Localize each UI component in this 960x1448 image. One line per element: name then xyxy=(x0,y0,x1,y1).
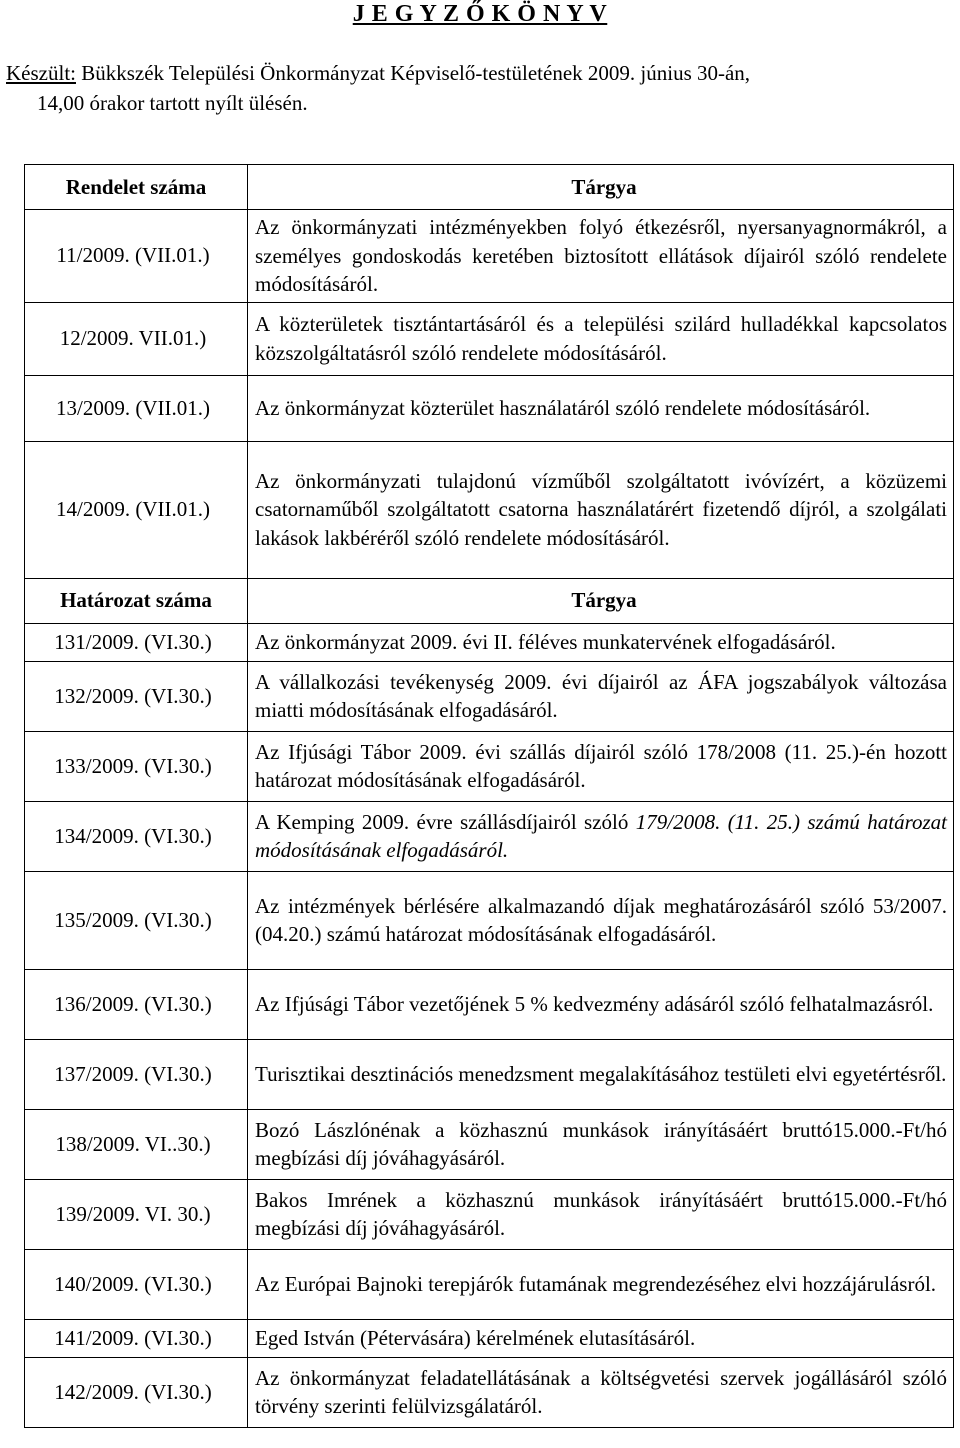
rendelet-subject: A közterületek tisztántartásáról és a települési szilárd hulladékkal kapcsolatos közszolgáltatásról szóló rendelete módosításáról. xyxy=(248,302,954,375)
rendelet-subject: Az önkormányzat közterület használatáról szóló rendelete módosításáról. xyxy=(248,375,954,441)
table-row xyxy=(25,731,954,801)
table-row xyxy=(25,1357,954,1427)
decisions-table xyxy=(24,164,954,1428)
hatarozat-number: 139/2009. VI. 30.) xyxy=(25,1179,248,1249)
hatarozat-number: 135/2009. (VI.30.) xyxy=(25,871,248,969)
table-row xyxy=(25,801,954,871)
table-row xyxy=(25,969,954,1039)
hatarozat-subject: Turisztikai desztinációs menedzsment megalakításához testületi elvi egyetértésről. xyxy=(248,1039,954,1109)
hatarozat-header-row xyxy=(25,578,954,623)
hatarozat-subject-italic: 179/2008. (11. 25.) számú határozat módosításának elfogadásáról. xyxy=(255,809,947,862)
hatarozat-subject: Az Ifjúsági Tábor 2009. évi szállás díjairól szóló 178/2008 (11. 25.)-én hozott határozat módosításának elfogadásáról. xyxy=(248,731,954,801)
table-row xyxy=(25,623,954,661)
table-row xyxy=(25,1039,954,1109)
hatarozat-subject: Az Európai Bajnoki terepjárók futamának megrendezéséhez elvi hozzájárulásról. xyxy=(248,1249,954,1319)
intro-paragraph xyxy=(6,58,946,118)
rendelet-subject-header: Tárgya xyxy=(248,165,954,210)
hatarozat-subject: Az intézmények bérlésére alkalmazandó díjak meghatározásáról szóló 53/2007. (04.20.) számú határozat módosításának elfogadásáról. xyxy=(248,871,954,969)
intro-line1: Bükkszék Települési Önkormányzat Képviselő-testületének 2009. június 30-án, xyxy=(75,61,751,85)
hatarozat-subject: A vállalkozási tevékenység 2009. évi díjairól az ÁFA jogszabályok változása miatti módosításának elfogadásáról. xyxy=(248,661,954,731)
hatarozat-subject xyxy=(248,801,954,871)
rendelet-number: 12/2009. VII.01.) xyxy=(25,302,248,375)
rendelet-number: 13/2009. (VII.01.) xyxy=(25,375,248,441)
table-row xyxy=(25,871,954,969)
rendelet-number-header: Rendelet száma xyxy=(25,165,248,210)
hatarozat-subject-header: Tárgya xyxy=(248,578,954,623)
document-title: J E G Y Z Ő K Ö N Y V xyxy=(352,1,608,27)
hatarozat-subject-normal: A Kemping 2009. évre szállásdíjairól szóló xyxy=(255,809,636,834)
made-label: Készült: xyxy=(6,61,76,85)
rendelet-subject: Az önkormányzati tulajdonú vízműből szolgáltatott ivóvízért, a közüzemi csatornaműből szolgáltatott csatorna használatárért fizetendő díjról, a szolgálati lakások lakbéréről szóló rendelete módosításáról. xyxy=(248,441,954,578)
table-row xyxy=(25,1319,954,1357)
rendelet-header-row xyxy=(25,165,954,210)
table-row xyxy=(25,210,954,303)
table-row xyxy=(25,1249,954,1319)
hatarozat-number: 134/2009. (VI.30.) xyxy=(25,801,248,871)
hatarozat-subject: Bozó Lászlónénak a közhasznú munkások irányításáért bruttó15.000.-Ft/hó megbízási díj jóváhagyásáról. xyxy=(248,1109,954,1179)
hatarozat-number: 140/2009. (VI.30.) xyxy=(25,1249,248,1319)
intro-line2: 14,00 órakor tartott nyílt ülésén. xyxy=(37,91,308,115)
table-row xyxy=(25,1179,954,1249)
hatarozat-subject: Az Ifjúsági Tábor vezetőjének 5 % kedvezmény adásáról szóló felhatalmazásról. xyxy=(248,969,954,1039)
hatarozat-number: 132/2009. (VI.30.) xyxy=(25,661,248,731)
table-row xyxy=(25,302,954,375)
table-row xyxy=(25,375,954,441)
hatarozat-number: 136/2009. (VI.30.) xyxy=(25,969,248,1039)
hatarozat-number: 141/2009. (VI.30.) xyxy=(25,1319,248,1357)
hatarozat-subject: Az önkormányzat feladatellátásának a költségvetési szervek jogállásáról szóló törvény szerinti felülvizsgálatáról. xyxy=(248,1357,954,1427)
hatarozat-number: 142/2009. (VI.30.) xyxy=(25,1357,248,1427)
hatarozat-number: 131/2009. (VI.30.) xyxy=(25,623,248,661)
hatarozat-number: 137/2009. (VI.30.) xyxy=(25,1039,248,1109)
hatarozat-number: 133/2009. (VI.30.) xyxy=(25,731,248,801)
hatarozat-number: 138/2009. VI..30.) xyxy=(25,1109,248,1179)
rendelet-number: 14/2009. (VII.01.) xyxy=(25,441,248,578)
rendelet-number: 11/2009. (VII.01.) xyxy=(25,210,248,303)
hatarozat-subject: Bakos Imrének a közhasznú munkások irányításáért bruttó15.000.-Ft/hó megbízási díj jóváhagyásáról. xyxy=(248,1179,954,1249)
rendelet-subject: Az önkormányzati intézményekben folyó étkezésről, nyersanyagnormákról, a személyes gondoskodás keretében biztosított ellátások díjairól szóló rendelete módosításáról. xyxy=(248,210,954,303)
table-row xyxy=(25,1109,954,1179)
table-row xyxy=(25,441,954,578)
hatarozat-subject: Az önkormányzat 2009. évi II. féléves munkatervének elfogadásáról. xyxy=(248,623,954,661)
hatarozat-subject: Eged István (Pétervására) kérelmének elutasításáról. xyxy=(248,1319,954,1357)
table-row xyxy=(25,661,954,731)
hatarozat-number-header: Határozat száma xyxy=(25,578,248,623)
